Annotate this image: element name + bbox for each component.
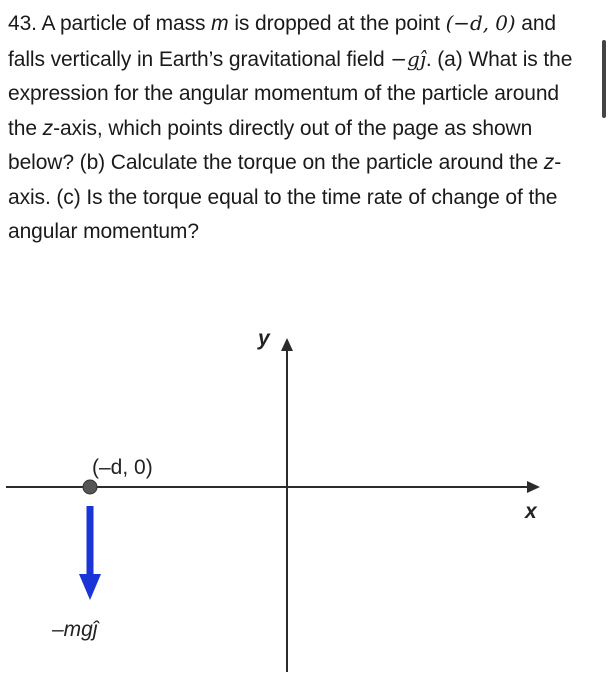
- question-b-text: -axis, which points directly out of the page as shown below? (b) Calculate the torque on the particle around the: [8, 116, 539, 174]
- z-axis-symbol-2: z: [543, 151, 555, 174]
- force-arrow-shaft: [87, 506, 94, 578]
- point-expression: (−d, 0): [445, 11, 516, 35]
- question-c-text: -axis. (c) Is the torque equal to the time rate of change of the angular momentum?: [8, 151, 562, 243]
- after-point-text: and falls vertically in Earth’s gravitational field: [8, 12, 557, 71]
- x-axis-arrowhead: [527, 481, 540, 493]
- particle-dot: [83, 480, 97, 494]
- intro-text: A particle of mass: [41, 12, 206, 35]
- after-mass-text: is dropped at the point: [234, 12, 440, 35]
- y-axis-arrowhead: [281, 338, 293, 351]
- point-label: (–d, 0): [92, 456, 153, 479]
- field-expression: −gĵ: [390, 46, 426, 71]
- force-arrow-head: [79, 574, 101, 600]
- force-label: –mgĵ: [52, 618, 98, 641]
- problem-number: 43.: [8, 12, 37, 35]
- x-axis-label: x: [525, 500, 537, 523]
- mass-symbol: m: [211, 12, 229, 35]
- z-axis-symbol: z: [42, 116, 54, 140]
- y-axis-label: y: [258, 327, 270, 350]
- question-a-text: . (a) What is the expression for the angular momentum of the particle around the: [8, 47, 573, 140]
